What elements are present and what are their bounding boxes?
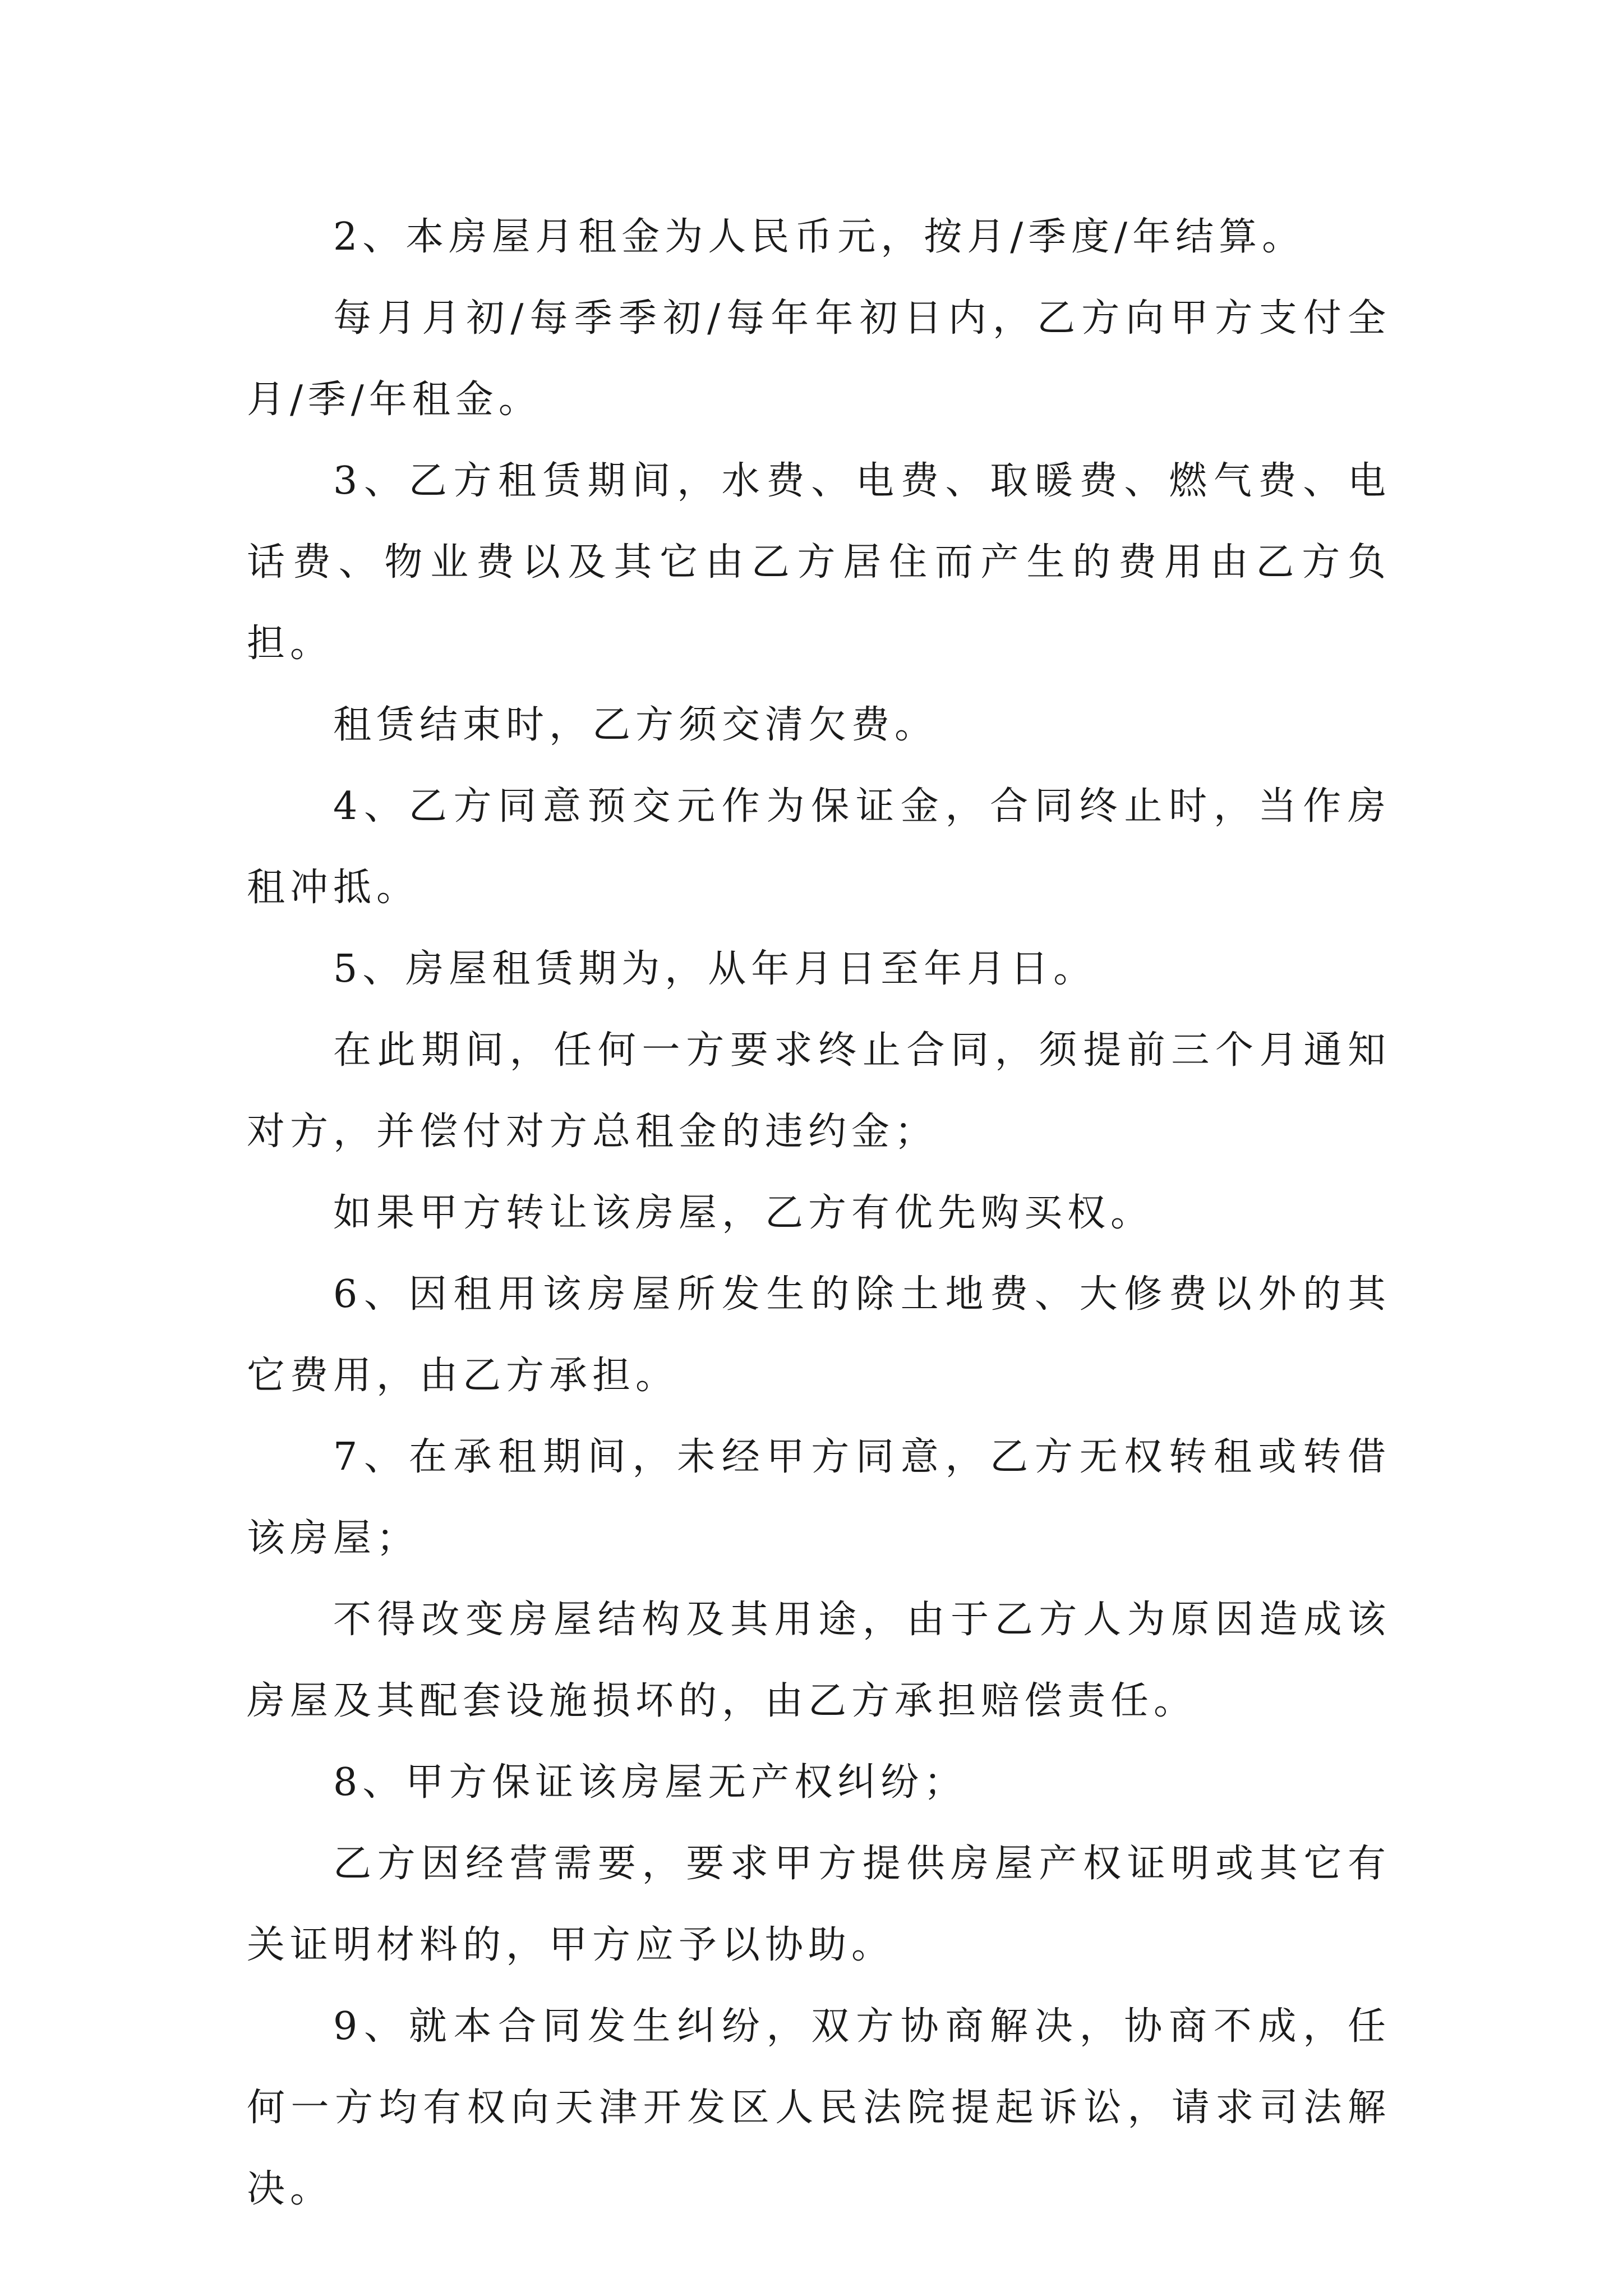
paragraph-utility-fees: 3、乙方租赁期间，水费、电费、取暖费、燃气费、电话费、物业费以及其它由乙方居住而产生的费用由乙方负担。 [247, 459, 1391, 666]
paragraph-purchase-priority: 如果甲方转让该房屋，乙方有优先购买权。 [333, 1191, 1154, 1235]
paragraph-settle-arrears: 租赁结束时，乙方须交清欠费。 [333, 703, 938, 747]
paragraph-other-costs: 6、因租用该房屋所发生的除土地费、大修费以外的其它费用，由乙方承担。 [247, 1272, 1391, 1398]
paragraph-certificate-assistance: 乙方因经营需要，要求甲方提供房屋产权证明或其它有关证明材料的，甲方应予以协助。 [247, 1842, 1391, 1967]
document-body [247, 196, 1391, 2230]
paragraph-no-sublease: 7、在承租期间，未经甲方同意，乙方无权转租或转借该房屋； [247, 1435, 1391, 1561]
paragraph-payment-schedule: 每月月初/每季季初/每年年初日内，乙方向甲方支付全月/季/年租金。 [247, 296, 1391, 422]
paragraph-lease-term: 5、房屋租赁期为，从年月日至年月日。 [333, 947, 1097, 991]
paragraph-rent-amount: 2、本房屋月租金为人民币元，按月/季度/年结算。 [333, 215, 1306, 259]
paragraph-property-rights: 8、甲方保证该房屋无产权纠纷； [333, 1760, 967, 1805]
paragraph-damage-liability: 不得改变房屋结构及其用途，由于乙方人为原因造成该房屋及其配套设施损坏的，由乙方承担赔偿责任。 [247, 1598, 1391, 1723]
paragraph-early-termination: 在此期间，任何一方要求终止合同，须提前三个月通知对方，并偿付对方总租金的违约金； [247, 1028, 1391, 1154]
paragraph-dispute-resolution: 9、就本合同发生纠纷，双方协商解决，协商不成，任何一方均有权向天津开发区人民法院提起诉讼，请求司法解决。 [247, 2004, 1391, 2211]
paragraph-deposit: 4、乙方同意预交元作为保证金，合同终止时，当作房租冲抵。 [247, 784, 1391, 910]
